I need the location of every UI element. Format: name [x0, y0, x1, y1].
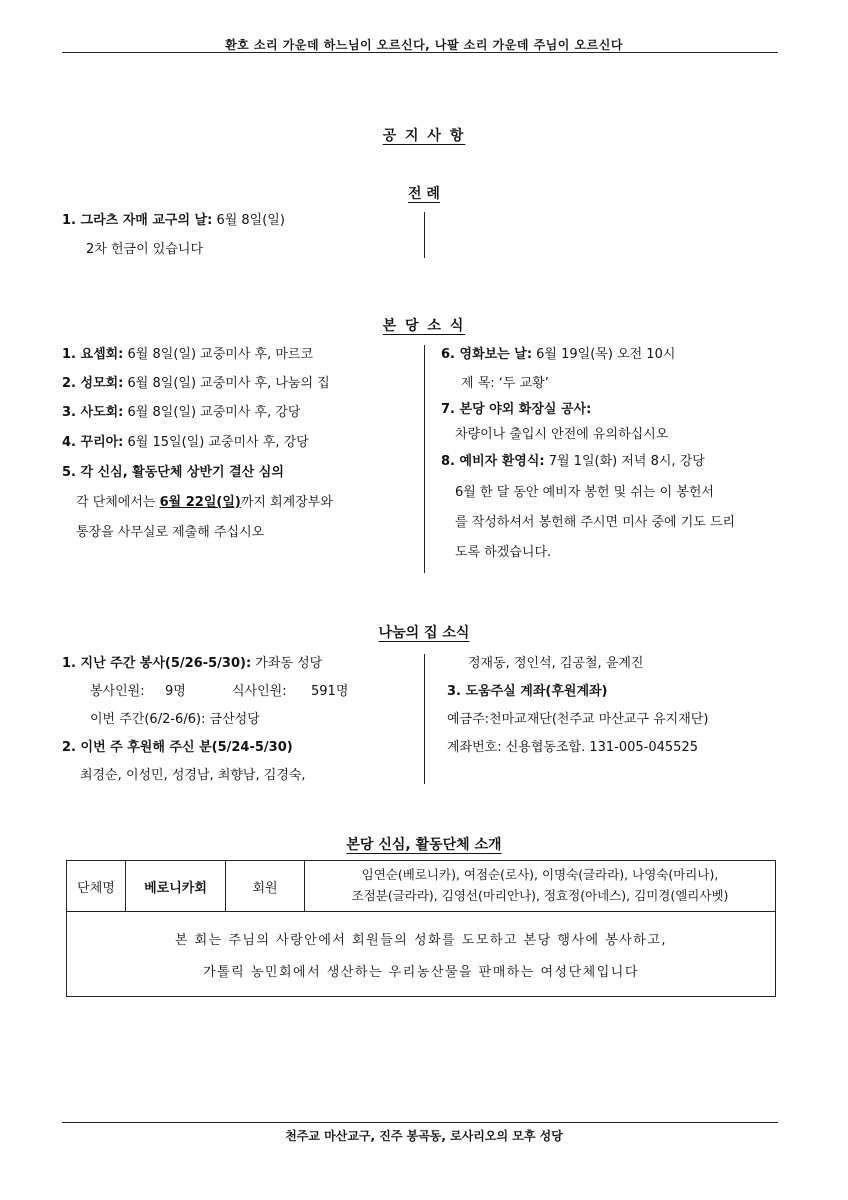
column-divider	[424, 654, 425, 784]
parish-news-item-5-label: 5. 각 신심, 활동단체 상반기 결산 심의	[62, 465, 284, 480]
group-description-line-2: 가톨릭 농민회에서 생산하는 우리농산물을 판매하는 여성단체입니다	[203, 965, 639, 980]
text: 까지 회계장부와	[240, 495, 333, 510]
sharing-item-2-label: 2. 이번 주 후원해 주신 분(5/24-5/30)	[62, 740, 293, 755]
served-label: 봉사인원:	[90, 684, 145, 699]
text: 각 단체에서는	[76, 495, 160, 510]
parish-news-item-1	[62, 345, 313, 365]
parish-news-item-8	[441, 452, 705, 472]
group-name-cell: 베로니카회	[126, 861, 226, 911]
donors-line-1: 최경순, 이성민, 성경남, 최향남, 김경숙,	[80, 768, 306, 783]
deadline-date: 6월 22일(일)	[159, 495, 241, 510]
meals-value: 591명	[311, 684, 349, 699]
item-label: 1. 요셉회:	[62, 347, 124, 362]
account-number: 계좌번호: 신용협동조합. 131-005-045525	[447, 740, 698, 755]
donors-line-2: 정재동, 정인석, 김공철, 윤계진	[468, 656, 644, 671]
liturgy-item-1-note: 2차 헌금이 있습니다	[86, 242, 203, 257]
liturgy-item-1-value: 6월 8일(일)	[212, 213, 285, 228]
footer-parish: 천주교 마산교구, 진주 봉곡동, 로사리오의 모후 성당	[285, 1129, 563, 1143]
sharing-heading: 나눔의 집 소식	[378, 625, 470, 641]
item-value: 6월 8일(일) 교중미사 후, 나눔의 집	[123, 376, 330, 391]
parish-news-item-3	[62, 403, 300, 423]
meals-label: 식사인원:	[232, 684, 287, 699]
header-motto: 환호 소리 가운데 하느님이 오르신다, 나팔 소리 가운데 주님이 오르신다	[225, 38, 623, 52]
item-value: 가좌동 성당	[251, 656, 323, 671]
item-value: 7월 1일(화) 저녁 8시, 강당	[544, 454, 705, 469]
parish-news-item-4	[62, 433, 309, 453]
item-value: 6월 8일(일) 교중미사 후, 마르코	[123, 347, 314, 362]
group-description-line-1: 본 회는 주님의 사랑안에서 회원들의 성화를 도모하고 본당 행사에 봉사하고,	[174, 933, 668, 948]
parish-news-item-8-line-1: 6월 한 달 동안 예비자 봉헌 및 쉬는 이 봉헌서	[455, 485, 714, 500]
item-label: 6. 영화보는 날:	[441, 347, 533, 362]
parish-news-item-5-line-1	[76, 493, 333, 513]
next-week: 이번 주간(6/2-6/6): 금산성당	[90, 712, 260, 727]
group-info-row	[67, 861, 775, 912]
parish-news-heading: 본 당 소 식	[382, 318, 466, 334]
item-label: 4. 꾸리아:	[62, 435, 124, 450]
footer-rule	[62, 1122, 778, 1123]
parish-news-item-8-line-2: 를 작성하셔서 봉헌해 주시면 미사 중에 기도 드리	[455, 515, 736, 530]
column-divider	[424, 345, 425, 573]
member-label-cell: 회원	[226, 861, 305, 911]
column-divider	[424, 212, 425, 258]
members-line-2: 조점분(글라라), 김영선(마리안나), 정효정(아네스), 김미경(엘리사벳)	[351, 888, 729, 903]
parish-news-item-8-line-3: 도록 하겠습니다.	[455, 545, 552, 560]
item-label: 1. 지난 주간 봉사(5/26-5/30):	[62, 656, 252, 671]
parish-news-item-6	[441, 345, 675, 365]
item-value: 6월 15일(일) 교중미사 후, 강당	[123, 435, 309, 450]
parish-news-item-2	[62, 374, 330, 394]
parish-news-item-6-title: 제 목: ‘두 교황’	[461, 376, 549, 391]
parish-news-item-7-label: 7. 본당 야외 화장실 공사:	[441, 402, 592, 417]
sharing-item-1	[62, 654, 322, 674]
intro-heading: 본당 신심, 활동단체 소개	[346, 837, 502, 853]
served-value: 9명	[165, 684, 186, 699]
liturgy-heading: 전 례	[408, 186, 440, 202]
group-label-cell: 단체명	[67, 861, 126, 911]
item-label: 2. 성모회:	[62, 376, 124, 391]
item-label: 3. 사도회:	[62, 405, 124, 420]
group-intro-table	[66, 860, 776, 997]
account-holder: 예금주:천마교재단(천주교 마산교구 유지재단)	[447, 712, 709, 727]
liturgy-item-1	[62, 211, 285, 231]
item-value: 6월 8일(일) 교중미사 후, 강당	[123, 405, 301, 420]
members-line-1: 임연순(베로니카), 여점순(로사), 이명숙(글라라), 나영숙(마리나),	[361, 867, 719, 882]
parish-news-item-7-note: 차량이나 출입시 안전에 유의하십시오	[455, 427, 669, 442]
header-rule	[62, 52, 778, 53]
item-value: 6월 19일(목) 오전 10시	[532, 347, 676, 362]
liturgy-item-1-label: 1. 그라츠 자매 교구의 날:	[62, 213, 213, 228]
page-title: 공 지 사 항	[382, 128, 466, 144]
sharing-item-3-label: 3. 도움주실 계좌(후원계좌)	[447, 684, 608, 699]
parish-news-item-5-line-2: 통장을 사무실로 제출해 주십시오	[76, 525, 265, 540]
members-cell	[305, 864, 775, 906]
item-label: 8. 예비자 환영식:	[441, 454, 545, 469]
